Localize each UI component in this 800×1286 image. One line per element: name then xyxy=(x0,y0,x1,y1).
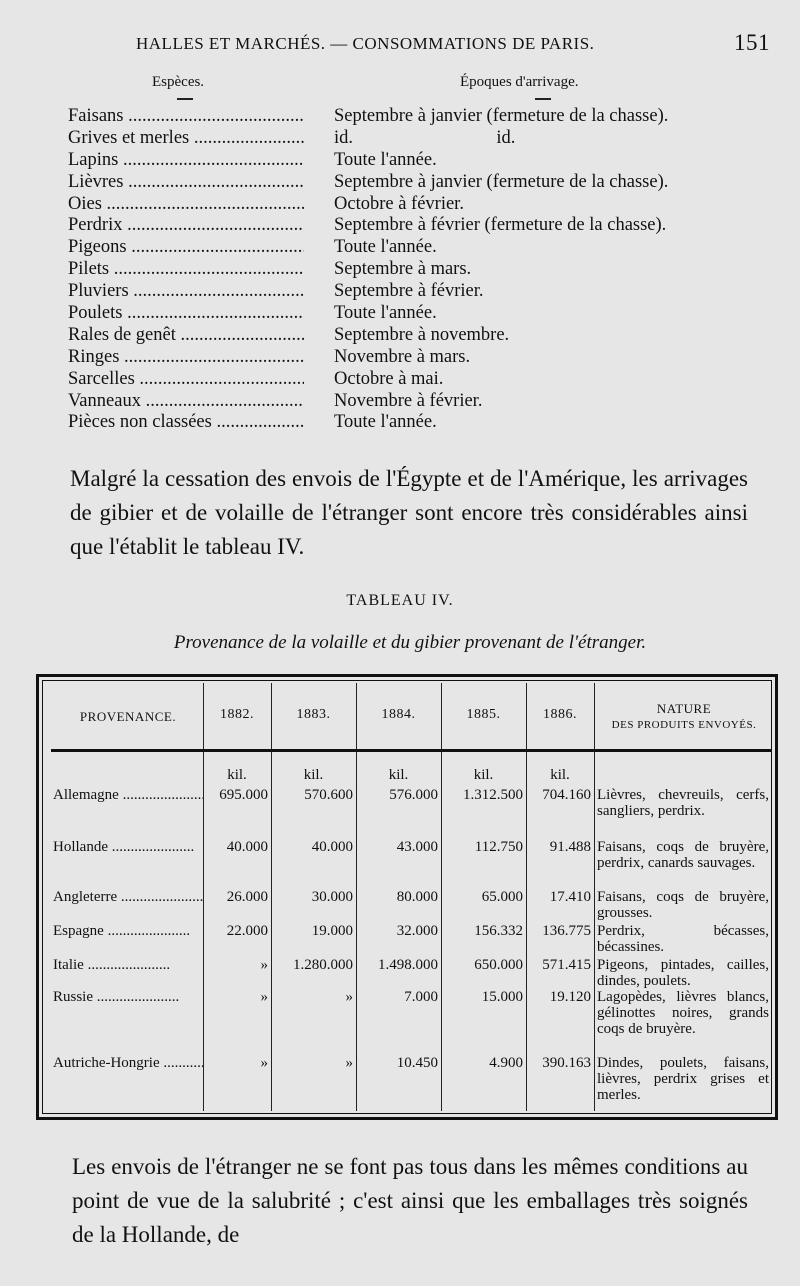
value-cell: 571.415 xyxy=(542,957,591,973)
column-divider xyxy=(203,683,204,1111)
value-cell: 43.000 xyxy=(396,839,438,855)
arrivals-list xyxy=(68,106,768,434)
list-item xyxy=(68,172,768,194)
value-cell: 17.410 xyxy=(549,889,591,905)
species-name: Pigeons ..... xyxy=(68,237,304,259)
value-cell: 1.280.000 xyxy=(293,957,353,973)
species-header: Espèces. xyxy=(152,74,205,90)
value-cell: 15.000 xyxy=(481,989,523,1005)
value-cell: 4.900 xyxy=(489,1055,523,1071)
header-rule xyxy=(51,749,771,752)
nature-cell: Faisans, coqs de bruyère, grousses. xyxy=(597,889,769,921)
value-cell: 156.332 xyxy=(474,923,523,939)
column-divider xyxy=(594,683,595,1111)
list-item xyxy=(68,106,768,128)
periods-header-rule xyxy=(535,98,551,100)
species-name: Faisans ..... xyxy=(68,106,304,128)
header-provenance: PROVENANCE. xyxy=(79,709,177,724)
value-cell: » xyxy=(345,1055,353,1071)
arrival-period: Toute l'année. xyxy=(334,303,437,324)
header-year-1884: 1884. xyxy=(381,707,416,722)
country-cell: Hollande ..... xyxy=(53,839,203,855)
value-cell: » xyxy=(260,957,268,973)
nature-cell: Faisans, coqs de bruyère, perdrix, canards sauvages. xyxy=(597,839,769,871)
unit-label: kil. xyxy=(303,767,324,783)
table-label: TABLEAU IV. xyxy=(346,592,454,609)
list-item xyxy=(68,412,768,434)
nature-cell: Perdrix, bécasses, bécassines. xyxy=(597,923,769,955)
list-item xyxy=(68,391,768,413)
value-cell: 1.498.000 xyxy=(378,957,438,973)
table-caption: Provenance de la volaille et du gibier provenant de l'étranger. xyxy=(173,632,647,653)
value-cell: 695.000 xyxy=(219,787,268,803)
value-cell: 390.163 xyxy=(542,1055,591,1071)
species-header-rule xyxy=(177,98,193,100)
country-cell: Angleterre ..... xyxy=(53,889,203,905)
nature-cell: Pigeons, pintades, cailles, dindes, poulets. xyxy=(597,957,769,989)
header-nature-sub: DES PRODUITS ENVOYÉS. xyxy=(611,719,757,731)
arrival-period: Novembre à février. xyxy=(334,390,483,411)
arrival-period: Septembre à janvier (fermeture de la chasse). xyxy=(334,106,669,126)
list-item xyxy=(68,194,768,216)
nature-cell: Lagopèdes, lièvres blancs, gélinottes noires, grands coqs de bruyère. xyxy=(597,989,769,1037)
paragraph-2: Les envois de l'étranger ne se font pas tous dans les mêmes conditions au point de vue de la salubrité ; c'est ainsi que les emballages très soignés de la Hollande, de xyxy=(72,1154,748,1247)
arrival-period: Septembre à février (fermeture de la chasse). xyxy=(334,215,667,236)
value-cell: 19.000 xyxy=(311,923,353,939)
arrival-period: Septembre à mars. xyxy=(334,259,472,280)
unit-label: kil. xyxy=(227,767,247,783)
species-name: Lièvres ..... xyxy=(68,172,304,194)
header-year-1886: 1886. xyxy=(543,707,577,722)
value-cell: 40.000 xyxy=(311,839,353,855)
species-name: Oies ..... xyxy=(68,194,304,216)
unit-label: kil. xyxy=(473,767,494,783)
species-name: Vanneaux ..... xyxy=(68,391,304,413)
value-cell: 650.000 xyxy=(474,957,523,973)
list-item xyxy=(68,150,768,172)
header-year-1882: 1882. xyxy=(220,707,254,722)
species-name: Sarcelles ..... xyxy=(68,369,304,391)
column-divider xyxy=(271,683,272,1111)
value-cell: 570.600 xyxy=(304,787,353,803)
value-cell: 80.000 xyxy=(396,889,438,905)
list-item xyxy=(68,303,768,325)
arrival-period: Toute l'année. xyxy=(334,149,437,170)
list-item xyxy=(68,128,768,150)
arrival-period: Toute l'année. xyxy=(334,412,437,433)
nature-cell: Lièvres, chevreuils, cerfs, sangliers, perdrix. xyxy=(597,787,769,819)
country-cell: Russie ..... xyxy=(53,989,203,1005)
species-name: Perdrix ..... xyxy=(68,215,304,237)
column-divider xyxy=(441,683,442,1111)
value-cell: 19.120 xyxy=(549,989,591,1005)
species-name: Pièces non classées ..... xyxy=(68,412,304,434)
value-cell: » xyxy=(345,989,353,1005)
value-cell: 112.750 xyxy=(474,839,523,855)
arrival-period: Toute l'année. xyxy=(334,237,437,258)
value-cell: 136.775 xyxy=(542,923,591,939)
list-item xyxy=(68,347,768,369)
header-year-1883: 1883. xyxy=(296,707,331,722)
value-cell: 1.312.500 xyxy=(463,787,523,803)
country-cell: Italie ..... xyxy=(53,957,203,973)
arrival-period: Octobre à février. xyxy=(334,193,464,214)
species-name: Pilets ..... xyxy=(68,259,304,281)
tableau-iv xyxy=(36,674,778,1120)
value-cell: 65.000 xyxy=(481,889,523,905)
page-number: 151 xyxy=(734,30,770,55)
value-cell: 704.160 xyxy=(542,787,591,803)
arrival-period: Septembre à février. xyxy=(334,281,484,302)
list-item xyxy=(68,369,768,391)
paragraph-1: Malgré la cessation des envois de l'Égypte et de l'Amérique, les arrivages de gibier et de volaille de l'étranger sont encore très considérables ainsi que l'établit le tableau IV. xyxy=(70,466,748,559)
species-name: Grives et merles ..... xyxy=(68,128,304,150)
column-divider xyxy=(526,683,527,1111)
value-cell: 91.488 xyxy=(549,839,591,855)
country-cell: Allemagne ..... xyxy=(53,787,203,803)
species-name: Lapins ..... xyxy=(68,150,304,172)
column-divider xyxy=(356,683,357,1111)
arrival-period: id. id. xyxy=(334,127,516,148)
unit-label: kil. xyxy=(388,767,409,783)
species-name: Ringes ..... xyxy=(68,347,304,369)
arrival-period: Septembre à janvier (fermeture de la chasse). xyxy=(334,171,669,192)
nature-cell: Dindes, poulets, faisans, lièvres, perdrix grises et merles. xyxy=(597,1055,769,1103)
arrival-period: Novembre à mars. xyxy=(334,346,471,367)
country-cell: Espagne ..... xyxy=(53,923,203,939)
value-cell: 32.000 xyxy=(396,923,438,939)
value-cell: 22.000 xyxy=(226,923,268,939)
species-name: Poulets ..... xyxy=(68,303,304,325)
list-item xyxy=(68,215,768,237)
value-cell: » xyxy=(260,989,268,1005)
value-cell: 7.000 xyxy=(404,989,438,1005)
arrival-period: Octobre à mai. xyxy=(334,368,444,389)
species-name: Rales de genêt ..... xyxy=(68,325,304,347)
list-item xyxy=(68,281,768,303)
species-name: Pluviers ..... xyxy=(68,281,304,303)
value-cell: 40.000 xyxy=(226,839,268,855)
running-title: HALLES ET MARCHÉS. — CONSOMMATIONS DE PARIS. xyxy=(136,34,595,53)
list-item xyxy=(68,325,768,347)
value-cell: » xyxy=(260,1055,268,1071)
header-year-1885: 1885. xyxy=(466,707,501,722)
value-cell: 26.000 xyxy=(226,889,268,905)
periods-header: Époques d'arrivage. xyxy=(460,74,579,90)
list-item xyxy=(68,237,768,259)
list-item xyxy=(68,259,768,281)
value-cell: 10.450 xyxy=(396,1055,438,1071)
unit-label: kil. xyxy=(550,767,570,783)
country-cell: Autriche-Hongrie ..... xyxy=(53,1055,203,1071)
value-cell: 30.000 xyxy=(311,889,353,905)
header-nature: NATURE xyxy=(656,701,712,716)
arrival-period: Septembre à novembre. xyxy=(334,324,510,345)
value-cell: 576.000 xyxy=(389,787,438,803)
